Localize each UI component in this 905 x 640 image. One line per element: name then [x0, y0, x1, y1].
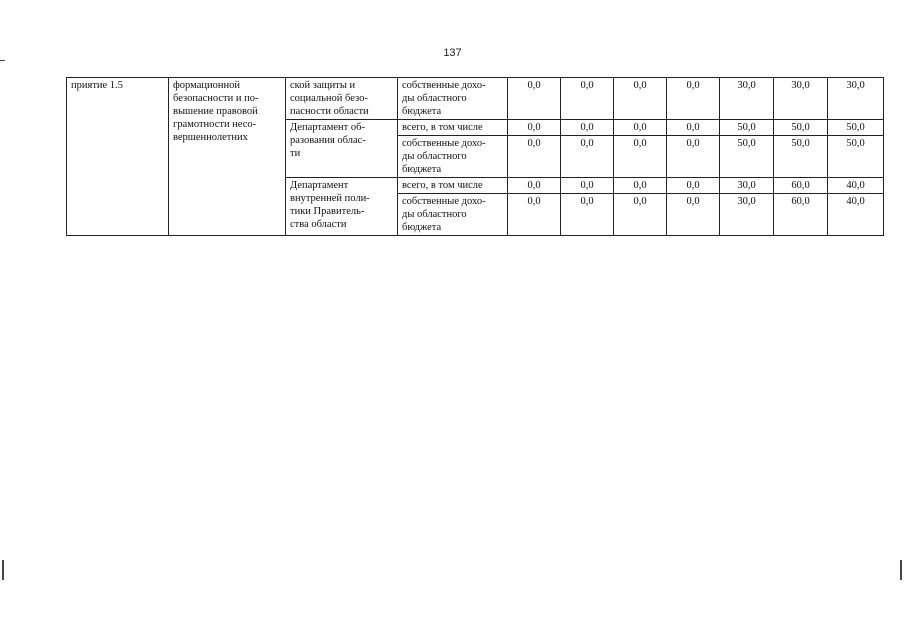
value-cell: 0,0 — [667, 194, 720, 236]
value-cell: 60,0 — [774, 194, 828, 236]
value-cell: 0,0 — [508, 120, 561, 136]
value-cell: 0,0 — [561, 120, 614, 136]
value-cell: 50,0 — [720, 120, 774, 136]
value-cell: 0,0 — [508, 136, 561, 178]
left-edge-mark — [0, 60, 5, 61]
value-cell: 30,0 — [774, 78, 828, 120]
budget-table — [66, 77, 884, 236]
value-cell: 30,0 — [720, 194, 774, 236]
value-cell: 40,0 — [828, 178, 884, 194]
value-cell: 30,0 — [828, 78, 884, 120]
value-cell: 0,0 — [667, 178, 720, 194]
funding-source-cell: всего, в том числе — [398, 120, 508, 136]
value-cell: 0,0 — [508, 194, 561, 236]
value-cell: 50,0 — [774, 120, 828, 136]
funding-source-cell: собственные дохо- ды областного бюджета — [398, 78, 508, 120]
value-cell: 0,0 — [667, 136, 720, 178]
value-cell: 50,0 — [828, 120, 884, 136]
funding-source-cell: собственные дохо- ды областного бюджета — [398, 194, 508, 236]
funding-source-cell: собственные дохо- ды областного бюджета — [398, 136, 508, 178]
value-cell: 50,0 — [774, 136, 828, 178]
value-cell: 0,0 — [614, 178, 667, 194]
funding-source-cell: всего, в том числе — [398, 178, 508, 194]
value-cell: 0,0 — [614, 78, 667, 120]
value-cell: 0,0 — [667, 78, 720, 120]
left-scan-mark — [2, 560, 4, 580]
value-cell: 0,0 — [561, 78, 614, 120]
right-scan-mark — [900, 560, 902, 580]
table-row — [67, 78, 884, 120]
value-cell: 0,0 — [561, 178, 614, 194]
page-number: 137 — [443, 47, 462, 59]
value-cell: 0,0 — [508, 78, 561, 120]
value-cell: 0,0 — [561, 194, 614, 236]
value-cell: 0,0 — [614, 194, 667, 236]
value-cell: 40,0 — [828, 194, 884, 236]
measure-name-cell: формационной безопасности и по- вышение правовой грамотности несо- вершеннолетних — [169, 78, 286, 236]
value-cell: 0,0 — [508, 178, 561, 194]
value-cell: 0,0 — [614, 120, 667, 136]
value-cell: 50,0 — [720, 136, 774, 178]
executor-cell: Департамент об- разования облас- ти — [286, 120, 398, 178]
value-cell: 0,0 — [561, 136, 614, 178]
value-cell: 0,0 — [667, 120, 720, 136]
value-cell: 60,0 — [774, 178, 828, 194]
value-cell: 0,0 — [614, 136, 667, 178]
measure-code-cell: приятие 1.5 — [67, 78, 169, 236]
value-cell: 30,0 — [720, 78, 774, 120]
executor-cell: ской защиты и социальной безо- пасности области — [286, 78, 398, 120]
value-cell: 50,0 — [828, 136, 884, 178]
value-cell: 30,0 — [720, 178, 774, 194]
executor-cell: Департамент внутренней поли- тики Правитель- ства области — [286, 178, 398, 236]
